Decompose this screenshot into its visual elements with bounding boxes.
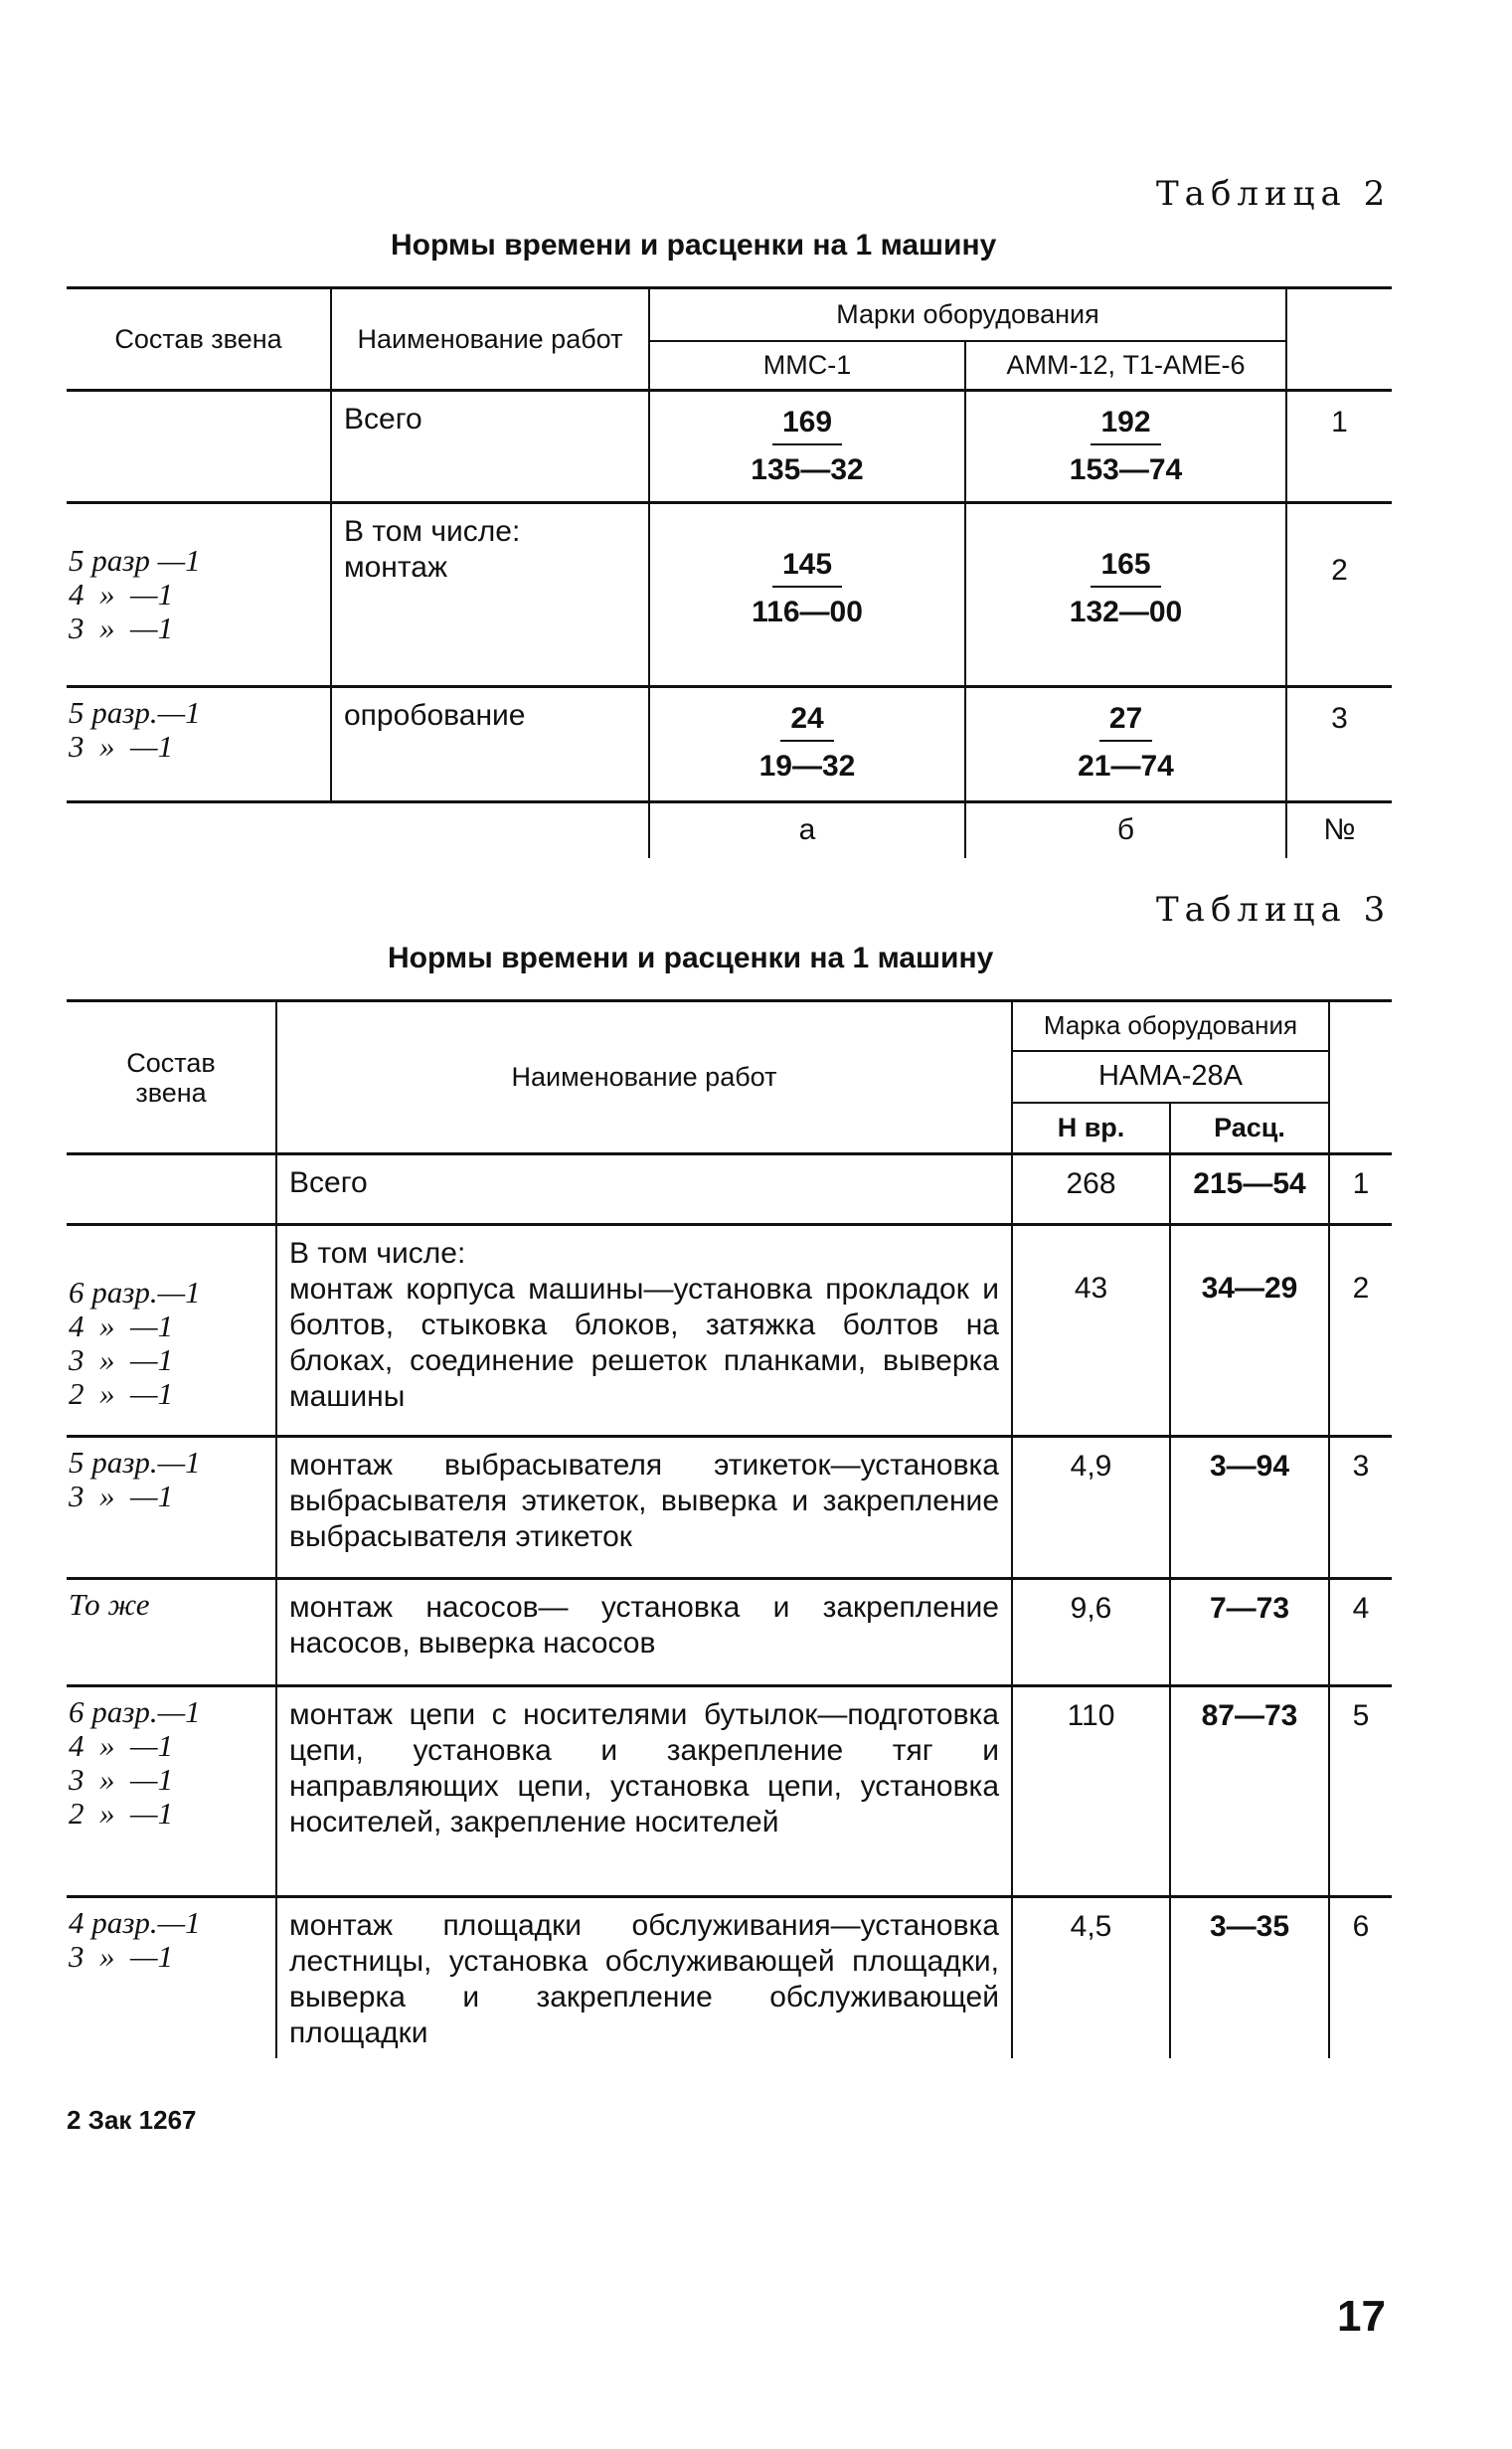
t3-work: монтаж насосов— установка и закрепление насосов, выверка насосов: [276, 1579, 1012, 1686]
t3-row-number: 2: [1329, 1225, 1392, 1437]
t2-brand-a-value: [649, 687, 965, 802]
t3-rate-value: 34—29: [1170, 1225, 1329, 1437]
table-row: [67, 1437, 1392, 1579]
t2-time-norm: 24: [780, 702, 833, 742]
t3-rate-value: 87—73: [1170, 1686, 1329, 1897]
t2-time-norm: 165: [1091, 548, 1160, 588]
t3-work: монтаж цепи с носителями бутылок—подготовка цепи, установка и закрепление тяг и направляющих цепи, установка цепи, установка носителей, закрепление носителей: [276, 1686, 1012, 1897]
t2-footer-no: №: [1323, 813, 1356, 847]
t2-brand-a-value: [649, 503, 965, 687]
t3-row-number: 3: [1329, 1437, 1392, 1579]
t2-header-no: [1286, 288, 1392, 391]
t3-header-rate: Расц.: [1170, 1103, 1329, 1154]
t3-time-value: 4,5: [1012, 1897, 1170, 2058]
t2-rate: 116—00: [752, 596, 863, 628]
t2-brand-b-value: [965, 503, 1286, 687]
t2-time-norm: 192: [1091, 406, 1160, 445]
t2-work: Всего: [331, 391, 649, 503]
table-row: [67, 1686, 1392, 1897]
t3-header-model: НАМА-28А: [1012, 1051, 1329, 1103]
t2-brand-a-value: [649, 391, 965, 503]
t2-header-crew: Состав звена: [67, 288, 331, 391]
t2-rate: 153—74: [1069, 453, 1183, 486]
t3-crew: [67, 1154, 276, 1225]
t3-crew: То же: [67, 1579, 276, 1686]
t2-header-brands: Марки оборудования: [649, 288, 1286, 341]
t2-time-norm: 27: [1099, 702, 1152, 742]
t3-row-number: 5: [1329, 1686, 1392, 1897]
t2-rate: 132—00: [1069, 596, 1183, 628]
t2-rate: 21—74: [1078, 750, 1174, 783]
t2-brand-b-value: [965, 391, 1286, 503]
t3-rate-value: 215—54: [1170, 1154, 1329, 1225]
t3-rate-value: 3—94: [1170, 1437, 1329, 1579]
t2-footer-row: [67, 802, 1392, 858]
table-row: [67, 391, 1392, 503]
page-number: 17: [1337, 2292, 1386, 2341]
table-row: [67, 503, 1392, 687]
t2-row-number: 1: [1286, 391, 1392, 503]
t2-work: В том числе: монтаж: [331, 503, 649, 687]
t3-time-value: 9,6: [1012, 1579, 1170, 1686]
t3-header-no: [1329, 1001, 1392, 1154]
t2-crew: 5 разр.—1 3 » —1: [67, 687, 331, 802]
t3-crew: 6 разр.—1 4 » —1 3 » —1 2 » —1: [67, 1686, 276, 1897]
table-row: [67, 1225, 1392, 1437]
t2-header-brand-b: АММ-12, Т1-АМЕ-6: [965, 341, 1286, 391]
t2-work: опробование: [331, 687, 649, 802]
t3-crew: 4 разр.—1 3 » —1: [67, 1897, 276, 2058]
table2-caption: Таблица 2: [1156, 174, 1392, 214]
t3-work: монтаж площадки обслуживания—установка лестницы, установка обслуживающей площадки, выверка и закрепление обслуживающей площадки: [276, 1897, 1012, 2058]
t2-row-number: 3: [1286, 687, 1392, 802]
t2-footer-empty: [331, 802, 649, 858]
t3-time-value: 268: [1012, 1154, 1170, 1225]
t3-time-value: 4,9: [1012, 1437, 1170, 1579]
table2: [67, 286, 1392, 858]
t3-header-work: Наименование работ: [276, 1001, 1012, 1154]
t2-rate: 135—32: [751, 453, 864, 486]
t3-header-time: Н вр.: [1012, 1103, 1170, 1154]
t2-rate: 19—32: [758, 750, 856, 783]
t2-time-norm: 145: [772, 548, 842, 588]
t3-crew: 6 разр.—1 4 » —1 3 » —1 2 » —1: [67, 1225, 276, 1437]
t3-crew: 5 разр.—1 3 » —1: [67, 1437, 276, 1579]
t2-header-brand-a: ММС-1: [649, 341, 965, 391]
t2-crew: 5 разр —1 4 » —1 3 » —1: [67, 503, 331, 687]
t3-row-number: 4: [1329, 1579, 1392, 1686]
table2-heading: Нормы времени и расценки на 1 машину: [391, 229, 997, 262]
table-row: [67, 687, 1392, 802]
t3-work: Всего: [276, 1154, 1012, 1225]
t2-row-number: 2: [1286, 503, 1392, 687]
t2-footer-b: б: [965, 802, 1286, 858]
t2-crew: [67, 391, 331, 503]
t3-time-value: 43: [1012, 1225, 1170, 1437]
t2-footer-a: а: [649, 802, 965, 858]
table3: [67, 999, 1392, 2058]
t2-brand-b-value: [965, 687, 1286, 802]
t3-work: В том числе: монтаж корпуса машины—установка прокладок и болтов, стыковка блоков, затяжка болтов на блоках, соединение решеток планками, выверка машины: [276, 1225, 1012, 1437]
t2-time-norm: 169: [772, 406, 842, 445]
table3-caption: Таблица 3: [1156, 890, 1392, 930]
t3-header-crew: Состав звена: [67, 1001, 276, 1154]
footnote: 2 Зак 1267: [67, 2105, 197, 2135]
table3-heading: Нормы времени и расценки на 1 машину: [388, 942, 994, 974]
t3-header-brand: Марка оборудования: [1012, 1001, 1329, 1051]
t3-rate-value: 7—73: [1170, 1579, 1329, 1686]
t3-time-value: 110: [1012, 1686, 1170, 1897]
t3-work: монтаж выбрасывателя этикеток—установка выбрасывателя этикеток, выверка и закрепление выбрасывателя этикеток: [276, 1437, 1012, 1579]
t3-row-number: 1: [1329, 1154, 1392, 1225]
t3-rate-value: 3—35: [1170, 1897, 1329, 2058]
t3-row-number: 6: [1352, 1910, 1370, 1943]
table-row: [67, 1154, 1392, 1225]
table-row: [67, 1579, 1392, 1686]
t2-footer-empty: [67, 802, 331, 858]
table-row: [67, 1897, 1392, 2058]
t2-header-work: Наименование работ: [331, 288, 649, 391]
